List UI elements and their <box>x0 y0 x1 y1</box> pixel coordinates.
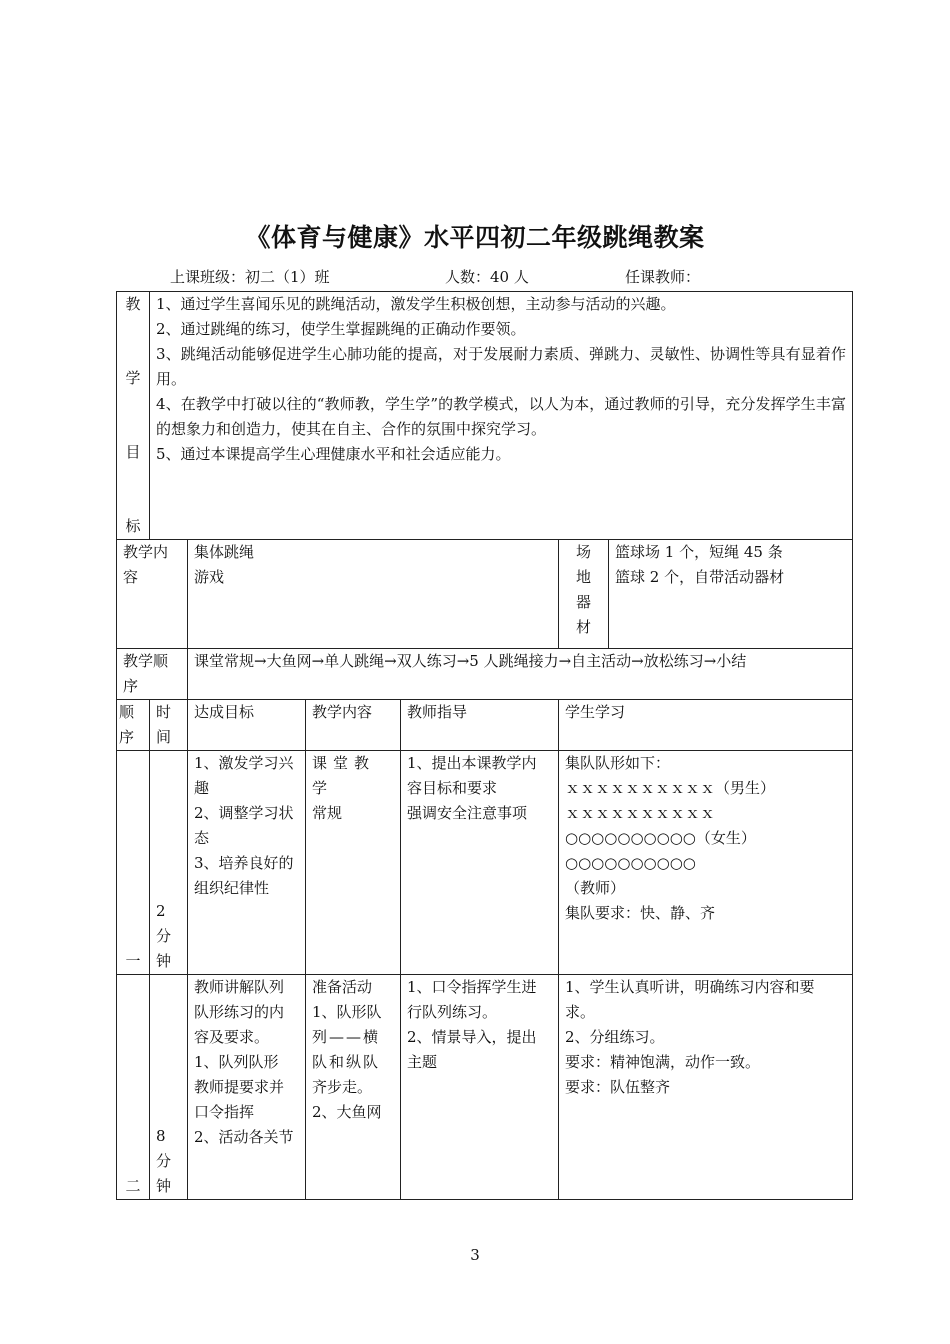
objectives-label: 教 学 目 标 <box>117 292 150 540</box>
objectives-row <box>117 292 853 540</box>
header-guide: 教师指导 <box>401 700 559 751</box>
objectives-content <box>150 292 853 540</box>
row-order: 一 <box>117 751 150 975</box>
row-guide: 1、口令指挥学生进 行队列练习。 2、情景导入，提出 主题 <box>401 975 559 1200</box>
page-number: 3 <box>470 1246 480 1264</box>
row-learn: 1、学生认真听讲，明确练习内容和要 求。 2、分组练习。 要求：精神饱满，动作一致。 要求：队伍整齐 <box>559 975 853 1200</box>
sequence-row <box>117 649 853 700</box>
row-time: 2 分 钟 <box>150 751 188 975</box>
venue-items: 篮球场 1 个，短绳 45 条 篮球 2 个，自带活动器材 <box>609 540 853 649</box>
row-goal: 1、激发学习兴 趣 2、调整学习状 态 3、培养良好的 组织纪律性 <box>188 751 306 975</box>
objective-item: 5、通过本课提高学生心理健康水平和社会适应能力。 <box>156 445 511 463</box>
venue-label: 场 地 器 材 <box>559 540 609 649</box>
sequence-text: 课堂常规→大鱼网→单人跳绳→双人练习→5 人跳绳接力→自主活动→放松练习→小结 <box>188 649 853 700</box>
row-guide: 1、提出本课教学内 容目标和要求 强调安全注意事项 <box>401 751 559 975</box>
objective-item: 1、通过学生喜闻乐见的跳绳活动，激发学生积极创想，主动参与活动的兴趣。 <box>156 295 676 313</box>
header-row <box>117 700 853 751</box>
table-row <box>117 751 853 975</box>
lesson-plan-table <box>116 291 853 1200</box>
header-time: 时间 <box>150 700 188 751</box>
header-order: 顺序 <box>117 700 150 751</box>
objective-item: 3、跳绳活动能够促进学生心肺功能的提高，对于发展耐力素质、弹跳力、灵敏性、协调性等具有显着作用。 <box>156 345 847 388</box>
row-goal: 教师讲解队列 队形练习的内 容及要求。 1、队列队形 教师提要求并 口令指挥 2、活动各关节 <box>188 975 306 1200</box>
row-time: 8 分 钟 <box>150 975 188 1200</box>
row-content: 课堂教学 常规 <box>306 751 401 975</box>
row-content: 准备活动 1、队形队 列——横 队和纵队 齐步走。 2、大鱼网 <box>306 975 401 1200</box>
objective-item: 4、在教学中打破以往的“教师教，学生学”的教学模式，以人为本，通过教师的引导，充分发挥学生丰富的想象力和创造力，使其在自主、合作的氛围中探究学习。 <box>156 395 847 438</box>
class-label: 上课班级：初二（1）班 <box>170 268 330 286</box>
teacher-label: 任课教师： <box>625 268 701 286</box>
row-order: 二 <box>117 975 150 1200</box>
row-learn: 集队队形如下： ｘｘｘｘｘｘｘｘｘｘ（男生） ｘｘｘｘｘｘｘｘｘｘ ○○○○○○○○○○（女生） ○○○○○○○○○○ （教师） 集队要求：快、静、齐 <box>559 751 853 975</box>
header-content: 教学内容 <box>306 700 401 751</box>
content-row <box>117 540 853 649</box>
student-count-label: 人数：40 人 <box>445 268 529 286</box>
header-learn: 学生学习 <box>559 700 853 751</box>
header-goal: 达成目标 <box>188 700 306 751</box>
page-title: 《体育与健康》水平四初二年级跳绳教案 <box>245 223 705 252</box>
sequence-label: 教学顺序 <box>117 649 188 700</box>
objective-item: 2、通过跳绳的练习，使学生掌握跳绳的正确动作要领。 <box>156 320 526 338</box>
content-items: 集体跳绳 游戏 <box>188 540 559 649</box>
table-row <box>117 975 853 1200</box>
content-label: 教学内容 <box>117 540 188 649</box>
